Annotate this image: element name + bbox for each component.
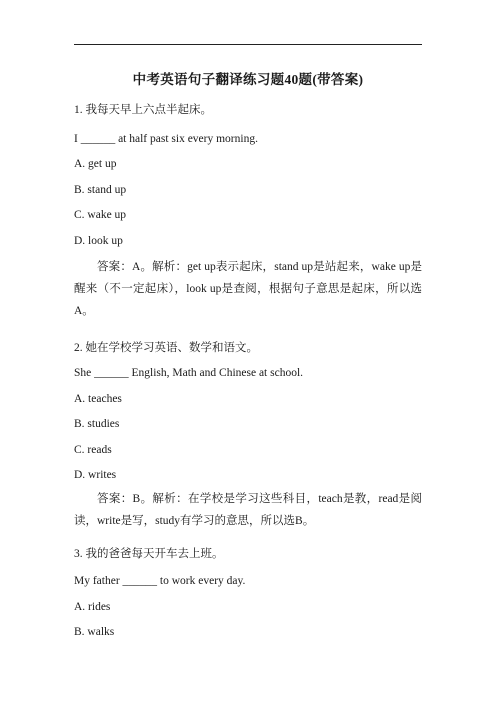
question-1-prompt: 1. 我每天早上六点半起床。: [74, 104, 212, 116]
question-2-option-c: C. reads: [74, 444, 112, 456]
question-3-sentence: My father ______ to work every day.: [74, 575, 246, 587]
question-2-prompt: 2. 她在学校学习英语、数学和语文。: [74, 342, 258, 354]
question-1-option-c: C. wake up: [74, 209, 127, 221]
question-2-answer: 答案：B。解析：在学校是学习这些科目，teach是教，read是阅读，write是写，study有学习的意思，所以选B。: [74, 493, 422, 527]
question-2-option-a: A. teaches: [74, 393, 122, 405]
header-rule: [74, 44, 422, 45]
question-1-option-a: A. get up: [74, 158, 117, 170]
question-1-sentence: I ______ at half past six every morning.: [74, 133, 258, 145]
question-3-prompt: 3. 我的爸爸每天开车去上班。: [74, 548, 224, 560]
question-2-option-b: B. studies: [74, 418, 120, 430]
question-2-option-d: D. writes: [74, 469, 117, 481]
question-1-answer: 答案：A。解析：get up表示起床，stand up是站起来，wake up是醒来（不一定起床），look up是查阅，根据句子意思是起床，所以选A。: [74, 261, 422, 317]
question-2-sentence: She ______ English, Math and Chinese at school.: [74, 367, 304, 379]
question-1-option-d: D. look up: [74, 235, 123, 247]
document-title: 中考英语句子翻译练习题40题(带答案): [132, 72, 364, 87]
question-3-option-a: A. rides: [74, 601, 111, 613]
question-1-option-b: B. stand up: [74, 184, 127, 196]
question-3-option-b: B. walks: [74, 626, 115, 638]
